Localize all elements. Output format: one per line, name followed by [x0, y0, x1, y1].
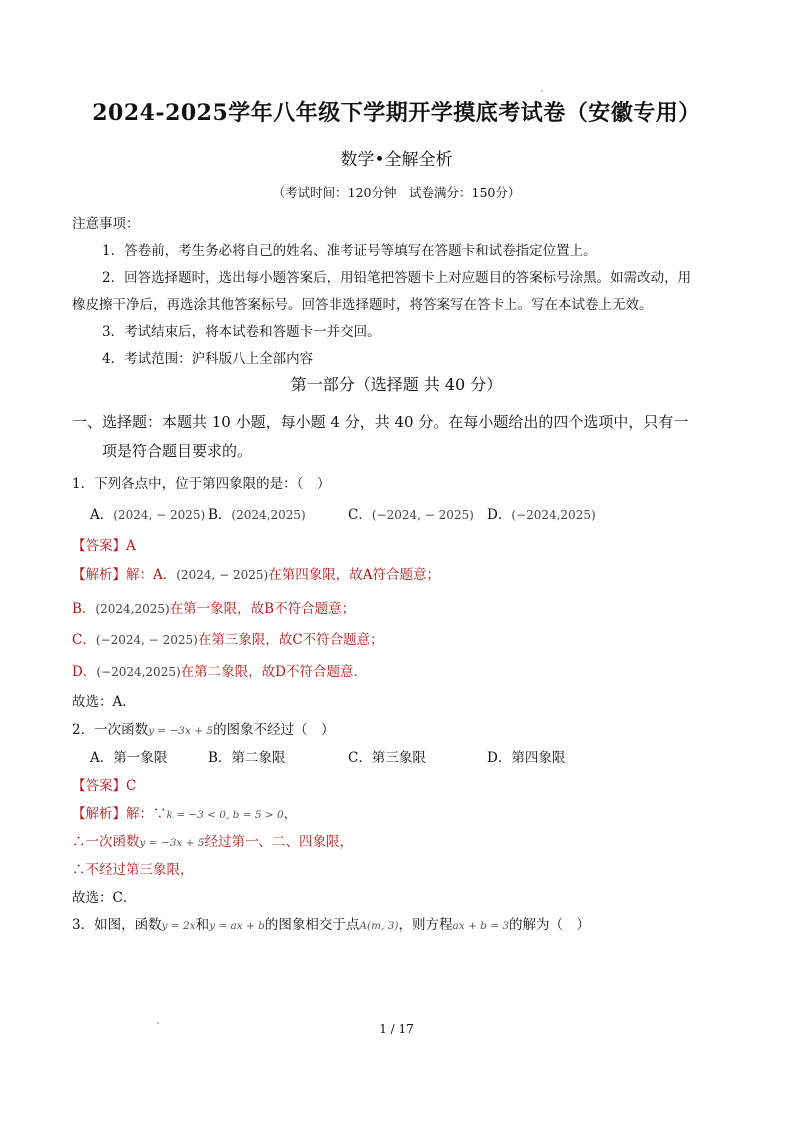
q1-option-a-label: A．: [90, 507, 114, 523]
q1-option-a: [90, 503, 205, 523]
q2-answer-value: C: [126, 778, 137, 794]
q1-analysis-d-point: (−2024,2025): [96, 665, 181, 679]
q2-stem: [72, 718, 335, 738]
q3-stem-b: 和: [195, 917, 210, 933]
q1-analysis-c-prefix: C．: [72, 632, 96, 648]
q1-analysis-a: [72, 563, 440, 583]
note-item-1: 1．答卷前，考生务必将自己的姓名、准考证号等填写在答题卡和试卷指定位置上。: [102, 243, 597, 259]
q1-option-c-label: C．: [348, 507, 372, 523]
note-item-3: 3．考试结束后，将本试卷和答题卡一并交回。: [102, 324, 381, 340]
q1-option-b-value: (2024,2025): [231, 508, 306, 522]
instructions-line-1: 一、选择题：本题共 10 小题，每小题 4 分，共 40 分。在每小题给出的四个选项中，只有一: [72, 413, 689, 431]
q3-stem-c: 的图象相交于点: [264, 917, 360, 933]
q1-option-b: [208, 503, 306, 523]
exam-info: （考试时间：120分钟 试卷满分：150分）: [272, 185, 521, 200]
q1-option-c: [348, 503, 474, 523]
q1-option-c-value: (−2024, − 2025): [371, 508, 474, 522]
q3-point: A(m, 3): [359, 920, 399, 932]
q2-line2-b: 经过第一、二、四象限，: [204, 834, 353, 850]
q1-answer: [72, 534, 136, 554]
q1-analysis-b-text: 在第一象限，故B不符合题意；: [169, 601, 356, 617]
q2-analysis-formula: k = −3 < 0, b = 5 > 0: [166, 809, 284, 821]
q1-analysis-c-point: (−2024, − 2025): [95, 633, 198, 647]
q3-formula-1: y = 2x: [161, 920, 196, 932]
q2-analysis-line-2: [72, 830, 353, 850]
q1-analysis-b: [72, 597, 355, 617]
q1-conclusion: 故选：A．: [72, 694, 136, 710]
q1-analysis-a-text: 在第四象限，故A符合题意；: [268, 567, 440, 583]
q2-line2-a: ∴一次函数: [72, 834, 140, 850]
q1-analysis-d: [72, 660, 367, 680]
q2-analysis-tag: 【解析】: [72, 806, 126, 822]
q3-equation: ax + b = 3: [452, 920, 510, 932]
note-item-2: 2．回答选择题时，选出每小题答案后，用铅笔把答题卡上对应题目的答案标号涂黑。如需改动，用: [102, 270, 692, 286]
q2-line2-formula: y = −3x + 5: [139, 837, 205, 849]
q2-stem-formula: y = −3x + 5: [148, 725, 214, 737]
q3-stem: [72, 913, 590, 933]
q2-answer: [72, 774, 136, 794]
q1-analysis-b-point: (2024,2025): [95, 602, 170, 616]
page-number: 1 / 17: [379, 1022, 414, 1036]
q1-option-b-label: B．: [208, 507, 232, 523]
note-item-4: 4．考试范围：沪科版八上全部内容: [102, 351, 314, 367]
scan-speck: [541, 90, 543, 92]
q2-answer-tag: 【答案】: [72, 778, 126, 794]
q3-formula-2: y = ax + b: [209, 920, 265, 932]
q1-stem: 1．下列各点中，位于第四象限的是：（ ）: [72, 476, 331, 492]
q2-option-c: C．第三象限: [348, 750, 426, 766]
q1-answer-tag: 【答案】: [72, 538, 126, 554]
q3-stem-e: 的解为（ ）: [509, 917, 591, 933]
q1-analysis-b-prefix: B．: [72, 601, 96, 617]
q1-analysis-a-point: (2024, − 2025): [176, 568, 269, 582]
q3-stem-d: ，则方程: [398, 917, 453, 933]
notes-heading: 注意事项：: [72, 216, 140, 232]
q2-stem-a: 2．一次函数: [72, 722, 149, 738]
q2-option-a: A．第一象限: [90, 750, 168, 766]
q1-analysis-c: [72, 628, 384, 648]
q2-analysis-line-1: [72, 802, 297, 822]
q1-analysis-d-prefix: D．: [72, 664, 97, 680]
q2-analysis-b: ，: [283, 806, 298, 822]
q1-analysis-prefix: 解：A．: [126, 567, 177, 583]
instructions-line-2: 项是符合题目要求的。: [102, 442, 253, 460]
q2-conclusion: 故选：C．: [72, 890, 137, 906]
note-item-2-cont: 橡皮擦干净后，再选涂其他答案标号。回答非选择题时，将答案写在答卡上。写在本试卷上无效。: [72, 297, 653, 313]
section-title: 第一部分（选择题 共 40 分）: [290, 375, 503, 394]
q3-stem-a: 3．如图，函数: [72, 917, 162, 933]
page-subtitle: 数学•全解全析: [340, 150, 453, 170]
q2-option-d: D．第四象限: [487, 750, 566, 766]
q1-option-d-label: D．: [487, 507, 512, 523]
q1-analysis-d-text: 在第二象限，故D不符合题意．: [180, 664, 367, 680]
q2-analysis-line-3: ∴不经过第三象限，: [72, 862, 194, 878]
q1-option-a-value: (2024, − 2025): [113, 508, 206, 522]
q1-option-d: [487, 503, 596, 523]
q2-option-b: B．第二象限: [208, 750, 286, 766]
q2-analysis-a: 解：∵: [126, 806, 167, 822]
q1-option-d-value: (−2024,2025): [511, 508, 596, 522]
q1-answer-value: A: [126, 538, 136, 554]
q2-stem-b: 的图象不经过（ ）: [213, 722, 335, 738]
q1-analysis-tag: 【解析】: [72, 567, 126, 583]
page-title: 2024-2025学年八年级下学期开学摸底考试卷（安徽专用）: [92, 100, 701, 126]
q1-analysis-c-text: 在第三象限，故C不符合题意；: [197, 632, 384, 648]
